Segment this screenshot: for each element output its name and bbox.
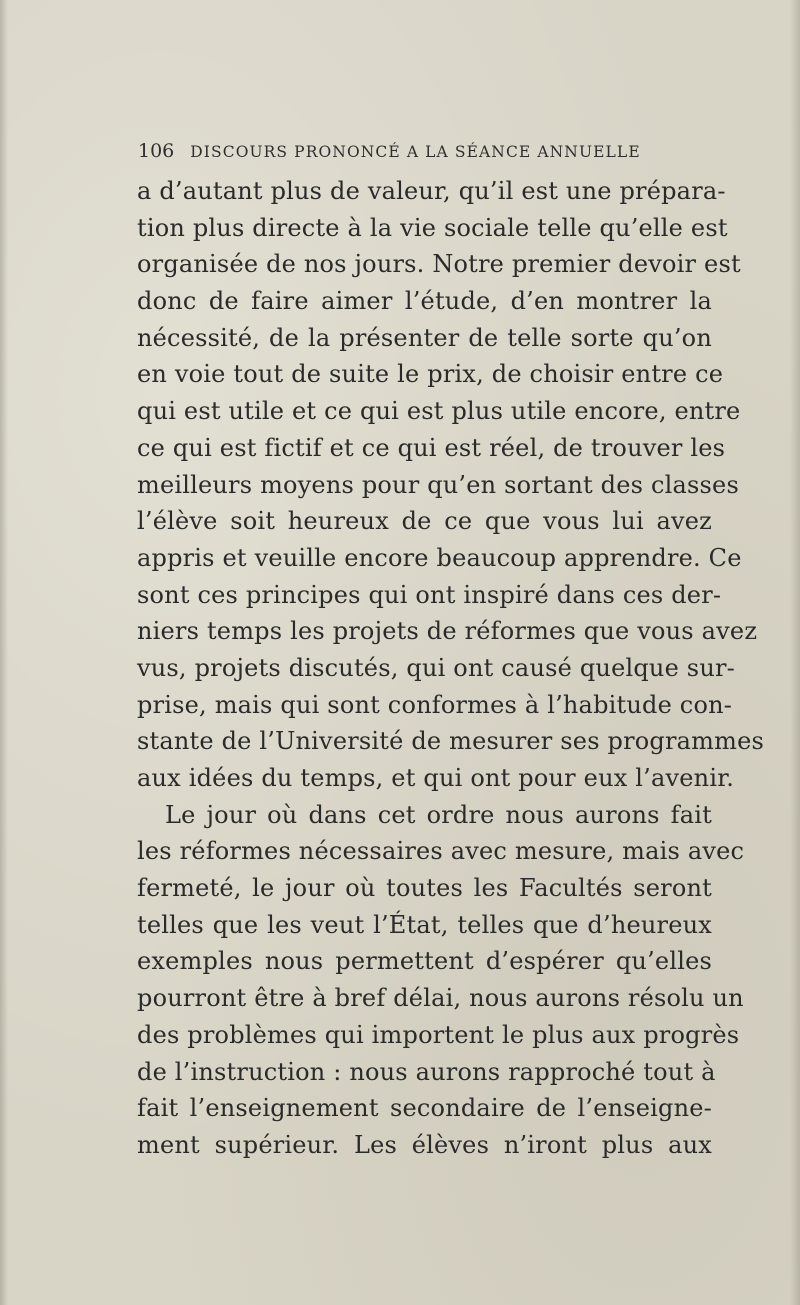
text-line: tion plus directe à la vie sociale telle qu’elle est — [137, 213, 728, 242]
running-title: DISCOURS PRONONCÉ A LA SÉANCE ANNUELLE — [190, 143, 641, 161]
page-shadow-left — [0, 0, 8, 1305]
text-line: organisée de nos jours. Notre premier devoir est — [137, 250, 741, 279]
text-line: des problèmes qui importent le plus aux progrès — [137, 1020, 740, 1049]
text-line: telles que les veut l’État, telles que d’heureux — [137, 910, 712, 939]
text-line: appris et veuille encore beaucoup apprendre. Ce — [137, 543, 742, 572]
text-line: prise, mais qui sont conformes à l’habitude con- — [137, 690, 733, 719]
text-line: stante de l’Université de mesurer ses programmes — [137, 727, 765, 756]
paragraph-start-line: Le jour où dans cet ordre nous aurons fait — [165, 800, 712, 829]
text-line: a d’autant plus de valeur, qu’il est une prépara- — [137, 177, 726, 205]
page-number: 106 — [138, 140, 175, 162]
text-line: ce qui est fictif et ce qui est réel, de trouver les — [137, 433, 726, 462]
paragraph-end-line: aux idées du temps, et qui ont pour eux l’avenir. — [137, 764, 735, 792]
text-line: niers temps les projets de réformes que vous avez — [137, 617, 758, 646]
text-line: fermeté, le jour où toutes les Facultés seront — [137, 874, 712, 903]
text-line: nécessité, de la présenter de telle sorte qu’on — [137, 323, 712, 352]
text-line: qui est utile et ce qui est plus utile encore, entre — [137, 397, 741, 426]
text-line: ment supérieur. Les élèves n’iront plus aux — [137, 1130, 712, 1159]
text-line: vus, projets discutés, qui ont causé quelque sur- — [137, 653, 735, 682]
text-line: de l’instruction : nous aurons rapproché tout à — [137, 1057, 716, 1086]
body-text — [137, 173, 765, 1164]
text-line: les réformes nécessaires avec mesure, mais avec — [137, 837, 745, 866]
text-line: meilleurs moyens pour qu’en sortant des classes — [137, 470, 739, 499]
text-line: l’élève soit heureux de ce que vous lui avez — [137, 507, 712, 536]
text-line: sont ces principes qui ont inspiré dans ces der- — [137, 580, 722, 609]
text-line: en voie tout de suite le prix, de choisir entre ce — [137, 360, 724, 389]
page-shadow-right — [790, 0, 800, 1305]
text-line: donc de faire aimer l’étude, d’en montrer la — [137, 287, 712, 316]
text-line: pourront être à bref délai, nous aurons résolu un — [137, 984, 744, 1013]
text-line: fait l’enseignement secondaire de l’enseigne- — [137, 1094, 712, 1123]
running-header — [138, 140, 678, 162]
text-line: exemples nous permettent d’espérer qu’elles — [137, 947, 712, 976]
